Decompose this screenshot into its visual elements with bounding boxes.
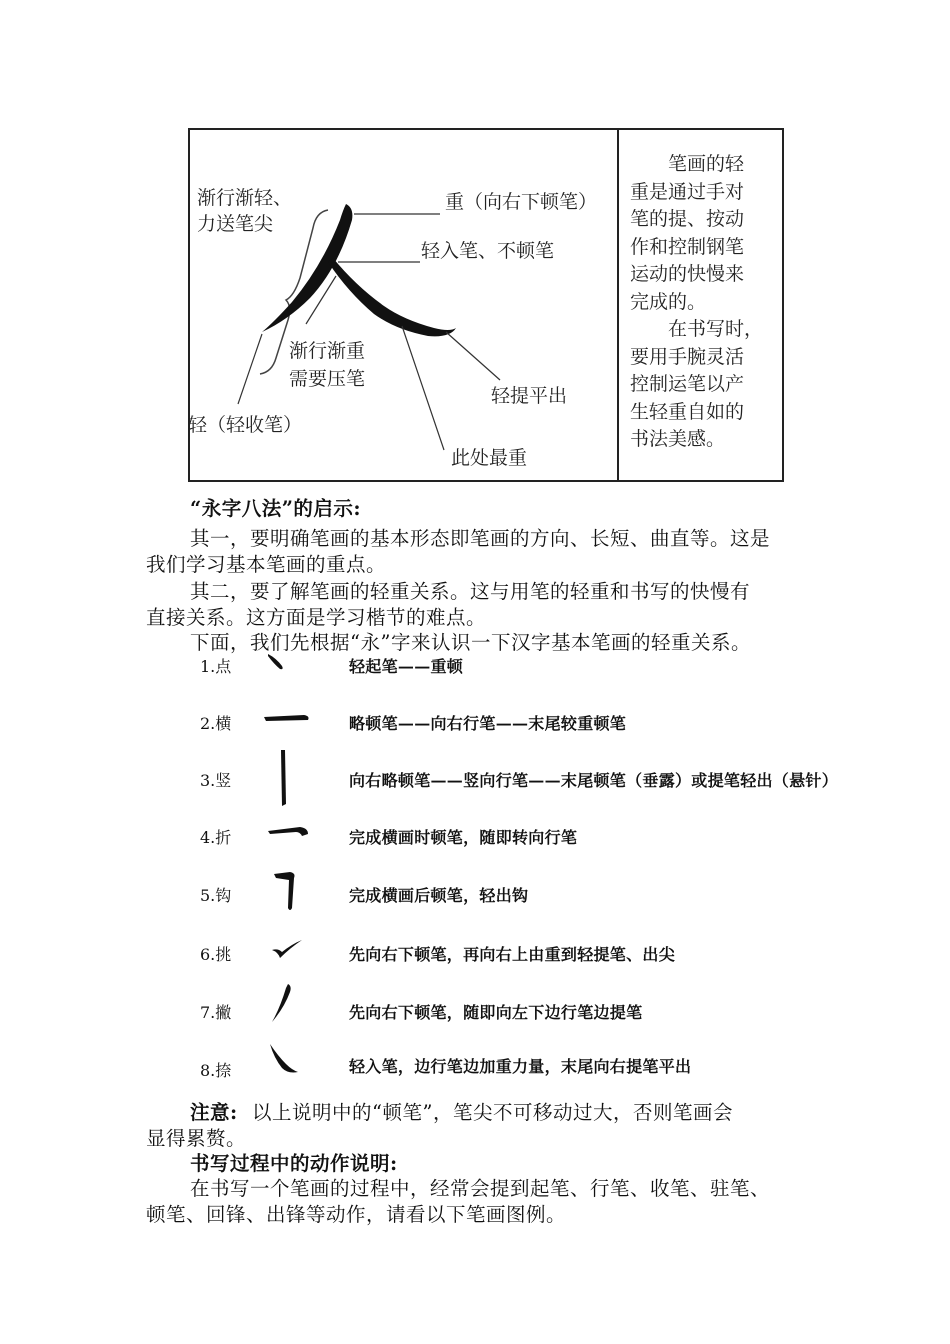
stroke-desc-2: 略顿笔——向右行笔——末尾较重顿笔 [349, 714, 627, 733]
stroke-desc-1: 轻起笔——重顿 [349, 657, 464, 676]
label-light-close: 轻（轻收笔） [188, 414, 303, 436]
actions-line2: 顿笔、回锋、出锋等动作，请看以下笔画图例。 [146, 1203, 567, 1226]
actions-line1: 在书写一个笔画的过程中，经常会提到起笔、行笔、收笔、驻笔、 [190, 1177, 771, 1200]
rise-stroke-icon [270, 936, 306, 962]
vertical-stroke-icon [274, 748, 294, 808]
intro-p1-line1: 其一，要明确笔画的基本形态即笔画的方向、长短、曲直等。这是 [190, 527, 771, 550]
stroke-desc-4: 完成横画时顿笔，随即转向行笔 [349, 828, 578, 847]
stroke-num-2: 2.横 [200, 714, 232, 733]
stroke-num-1: 1.点 [200, 657, 232, 676]
stroke-num-5: 5.钩 [200, 886, 232, 905]
label-light-entry: 轻入笔、不顿笔 [421, 240, 555, 262]
intro-p2-line2: 直接关系。这方面是学习楷节的难点。 [146, 606, 487, 629]
stroke-num-3: 3.竖 [200, 771, 232, 790]
horizontal-stroke-icon [262, 708, 312, 728]
stroke-desc-8: 轻入笔，边行笔边加重力量，末尾向右提笔平出 [349, 1057, 692, 1076]
intro-heading: “永字八法”的启示: [190, 497, 362, 520]
stroke-desc-7: 先向右下顿笔，随即向左下边行笔边提笔 [349, 1003, 643, 1022]
stroke-num-6: 6.挑 [200, 945, 232, 964]
na-stroke [328, 258, 456, 336]
falling-left-stroke-icon [268, 982, 296, 1028]
falling-right-stroke-icon [266, 1040, 300, 1080]
hook-stroke-icon [270, 868, 304, 914]
note-line2: 显得累赘。 [146, 1127, 247, 1150]
intro-p1-line2: 我们学习基本笔画的重点。 [146, 553, 387, 576]
dot-stroke-icon [262, 650, 292, 674]
label-fade-light: 渐行渐轻、 [197, 187, 293, 209]
label-light-lift: 轻提平出 [491, 385, 568, 407]
stroke-desc-6: 先向右下顿笔，再向右上由重到轻提笔、出尖 [349, 945, 676, 964]
stroke-num-8: 8.捺 [200, 1061, 232, 1080]
label-need-press: 需要压笔 [289, 368, 366, 390]
label-heavy-press: 重（向右下顿笔） [445, 191, 598, 213]
label-heaviest: 此处最重 [451, 447, 528, 469]
note-label: 注意: [190, 1101, 238, 1124]
stroke-desc-3: 向右略顿笔——竖向行笔——末尾顿笔（垂露）或提笔轻出（悬针） [349, 771, 839, 790]
stroke-num-7: 7.撇 [200, 1003, 232, 1022]
stroke-desc-5: 完成横画后顿笔，轻出钩 [349, 886, 529, 905]
note-line1: 以上说明中的“顿笔”，笔尖不可移动过大，否则笔画会 [252, 1101, 733, 1124]
side-note: 笔画的轻 重是通过手对 笔的提、按动 作和控制钢笔 运动的快慢来 完成的。 在书写时， 要用手腕灵活 控制运笔以产 生轻重自如的 书法美感。 [630, 153, 764, 450]
intro-p2-line1: 其二，要了解笔画的轻重关系。这与用笔的轻重和书写的快慢有 [190, 580, 751, 603]
label-fade-light-2: 力送笔尖 [197, 213, 274, 235]
turn-stroke-icon [266, 820, 312, 842]
intro-p3: 下面，我们先根据“永”字来认识一下汉字基本笔画的轻重关系。 [190, 631, 751, 654]
label-fade-heavy: 渐行渐重 [289, 340, 366, 362]
stroke-num-4: 4.折 [200, 828, 232, 847]
actions-heading: 书写过程中的动作说明: [190, 1152, 398, 1175]
